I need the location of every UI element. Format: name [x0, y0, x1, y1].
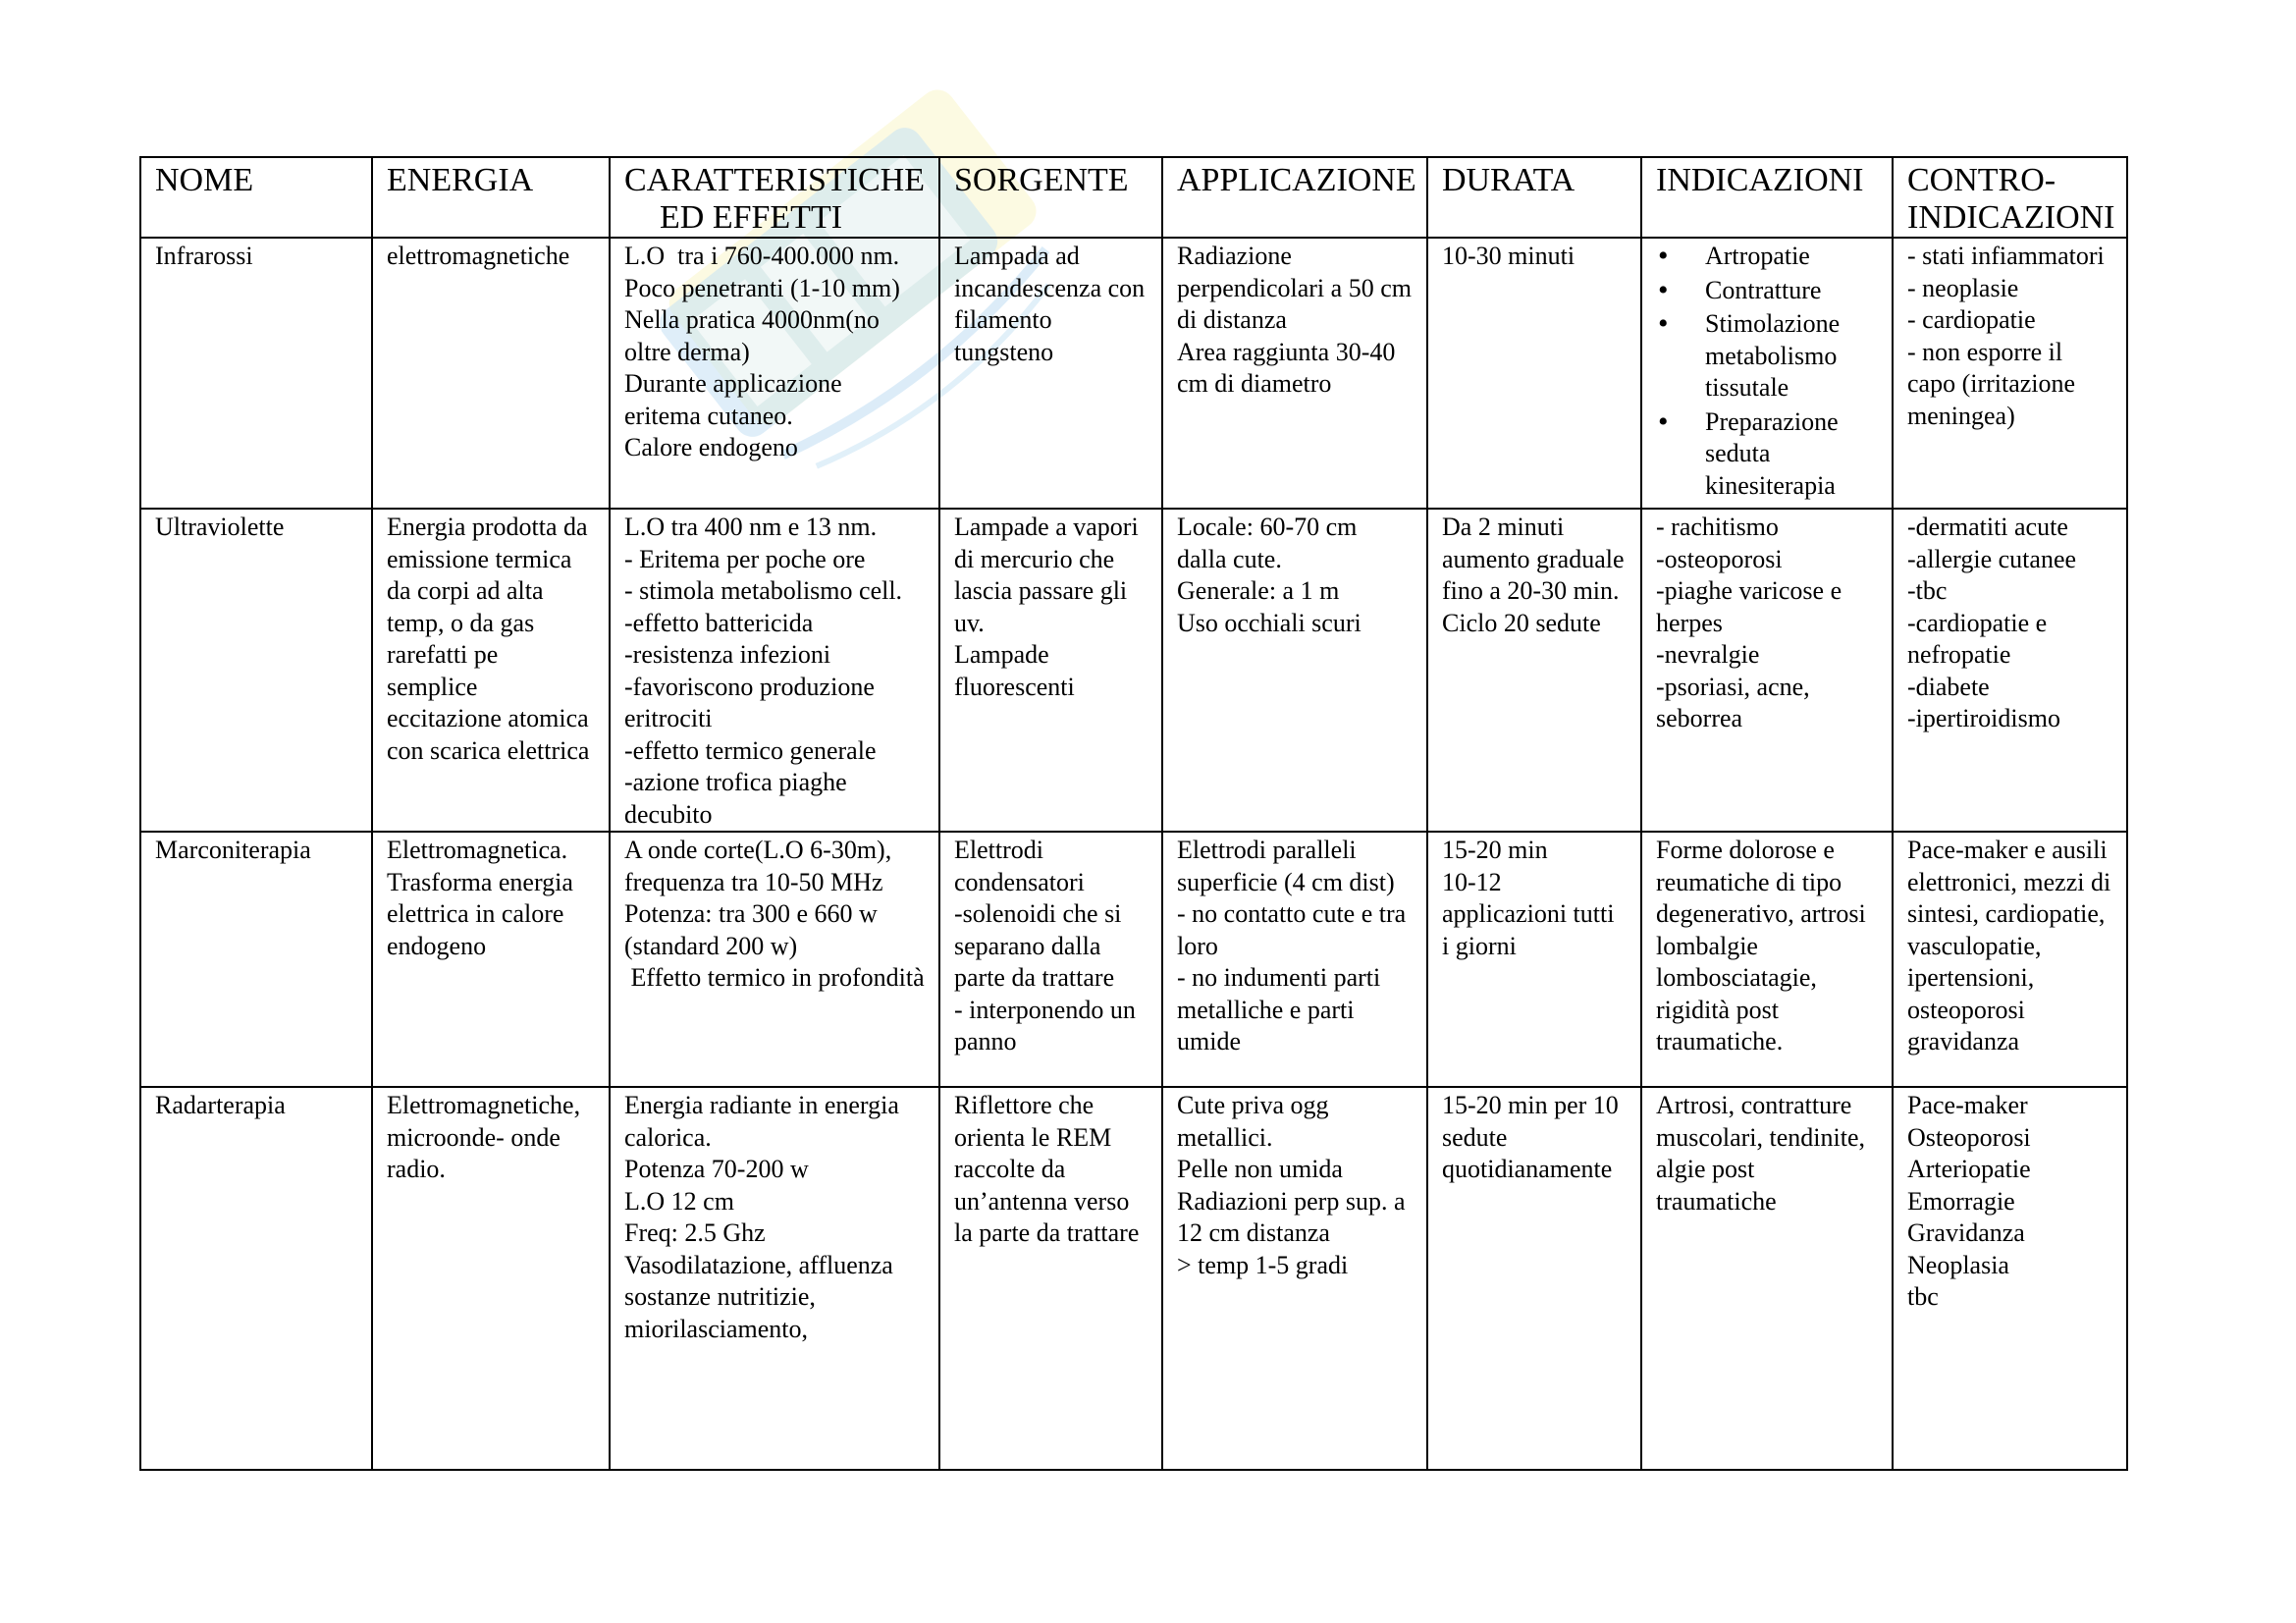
- cell-caratteristiche: L.O tra 400 nm e 13 nm. - Eritema per poche ore - stimola metabolismo cell. -effetto battericida -resistenza infezioni -favoriscono produzione eritrociti -effetto termico generale -azione trofica piaghe decubito: [610, 509, 939, 832]
- header-indicazioni: INDICAZIONI: [1641, 157, 1893, 238]
- header-applicazione: APPLICAZIONE: [1162, 157, 1427, 238]
- table-row: [140, 1087, 2127, 1470]
- header-nome: NOME: [140, 157, 372, 238]
- cell-energia: Elettromagnetica. Trasforma energia elettrica in calore endogeno: [372, 832, 610, 1087]
- table-header-row: [140, 157, 2127, 238]
- cell-nome: Ultraviolette: [140, 509, 372, 832]
- indicazioni-bullet-list: [1656, 241, 1878, 502]
- cell-sorgente: Lampada ad incandescenza con filamento tungsteno: [939, 238, 1162, 509]
- table-row: [140, 832, 2127, 1087]
- cell-applicazione: Radiazione perpendicolari a 50 cm di distanza Area raggiunta 30-40 cm di diametro: [1162, 238, 1427, 509]
- header-sorgente: SORGENTE: [939, 157, 1162, 238]
- cell-sorgente: Riflettore che orienta le REM raccolte da un’antenna verso la parte da trattare: [939, 1087, 1162, 1470]
- list-item: • Contratture: [1656, 275, 1878, 307]
- cell-caratteristiche: A onde corte(L.O 6-30m), frequenza tra 10-50 MHz Potenza: tra 300 e 660 w (standard 200 w) Effetto termico in profondità: [610, 832, 939, 1087]
- cell-energia: Elettromagnetiche, microonde- onde radio.: [372, 1087, 610, 1470]
- cell-nome: Marconiterapia: [140, 832, 372, 1087]
- list-item: • Stimolazione metabolismo tissutale: [1656, 308, 1878, 405]
- cell-controindicazioni: -dermatiti acute -allergie cutanee -tbc -cardiopatie e nefropatie -diabete -ipertiroidismo: [1893, 509, 2127, 832]
- cell-applicazione: Elettrodi paralleli superficie (4 cm dist) - no contatto cute e tra loro - no indumenti parti metalliche e parti umide: [1162, 832, 1427, 1087]
- cell-applicazione: Locale: 60-70 cm dalla cute. Generale: a 1 m Uso occhiali scuri: [1162, 509, 1427, 832]
- header-energia: ENERGIA: [372, 157, 610, 238]
- cell-applicazione: Cute priva ogg metallici. Pelle non umida Radiazioni perp sup. a 12 cm distanza > temp 1-5 gradi: [1162, 1087, 1427, 1470]
- cell-durata: 15-20 min per 10 sedute quotidianamente: [1427, 1087, 1641, 1470]
- cell-sorgente: Elettrodi condensatori -solenoidi che si separano dalla parte da trattare - interponendo un panno: [939, 832, 1162, 1087]
- cell-nome: Infrarossi: [140, 238, 372, 509]
- cell-indicazioni: - rachitismo -osteoporosi -piaghe varicose e herpes -nevralgie -psoriasi, acne, seborrea: [1641, 509, 1893, 832]
- cell-caratteristiche: L.O tra i 760-400.000 nm. Poco penetranti (1-10 mm) Nella pratica 4000nm(no oltre derma) Durante applicazione eritema cutaneo. Calore endogeno: [610, 238, 939, 509]
- list-item: • Preparazione seduta kinesiterapia: [1656, 406, 1878, 503]
- cell-controindicazioni: Pace-maker e ausili elettronici, mezzi di sintesi, cardiopatie, vasculopatie, ipertensioni, osteoporosi gravidanza: [1893, 832, 2127, 1087]
- cell-energia: Energia prodotta da emissione termica da corpi ad alta temp, o da gas rarefatti pe semplice eccitazione atomica con scarica elettrica: [372, 509, 610, 832]
- cell-energia: elettromagnetiche: [372, 238, 610, 509]
- table-row: [140, 238, 2127, 509]
- cell-durata: 10-30 minuti: [1427, 238, 1641, 509]
- list-item: • Artropatie: [1656, 241, 1878, 273]
- header-durata: DURATA: [1427, 157, 1641, 238]
- cell-sorgente: Lampade a vapori di mercurio che lascia passare gli uv. Lampade fluorescenti: [939, 509, 1162, 832]
- header-caratteristiche: CARATTERISTICHE ED EFFETTI: [610, 157, 939, 238]
- cell-durata: Da 2 minuti aumento graduale fino a 20-30 min. Ciclo 20 sedute: [1427, 509, 1641, 832]
- cell-indicazioni: [1641, 238, 1893, 509]
- cell-nome: Radarterapia: [140, 1087, 372, 1470]
- header-controindicazioni: CONTRO- INDICAZIONI: [1893, 157, 2127, 238]
- table-row: [140, 509, 2127, 832]
- cell-indicazioni: Artrosi, contratture muscolari, tendinite, algie post traumatiche: [1641, 1087, 1893, 1470]
- cell-caratteristiche: Energia radiante in energia calorica. Potenza 70-200 w L.O 12 cm Freq: 2.5 Ghz Vasodilatazione, affluenza sostanze nutritizie, miorilasciamento,: [610, 1087, 939, 1470]
- cell-indicazioni: Forme dolorose e reumatiche di tipo degenerativo, artrosi lombalgie lombosciatagie, rigidità post traumatiche.: [1641, 832, 1893, 1087]
- cell-controindicazioni: - stati infiammatori - neoplasie - cardiopatie - non esporre il capo (irritazione meningea): [1893, 238, 2127, 509]
- cell-durata: 15-20 min 10-12 applicazioni tutti i giorni: [1427, 832, 1641, 1087]
- cell-controindicazioni: Pace-maker Osteoporosi Arteriopatie Emorragie Gravidanza Neoplasia tbc: [1893, 1087, 2127, 1470]
- therapy-table: [139, 156, 2128, 1471]
